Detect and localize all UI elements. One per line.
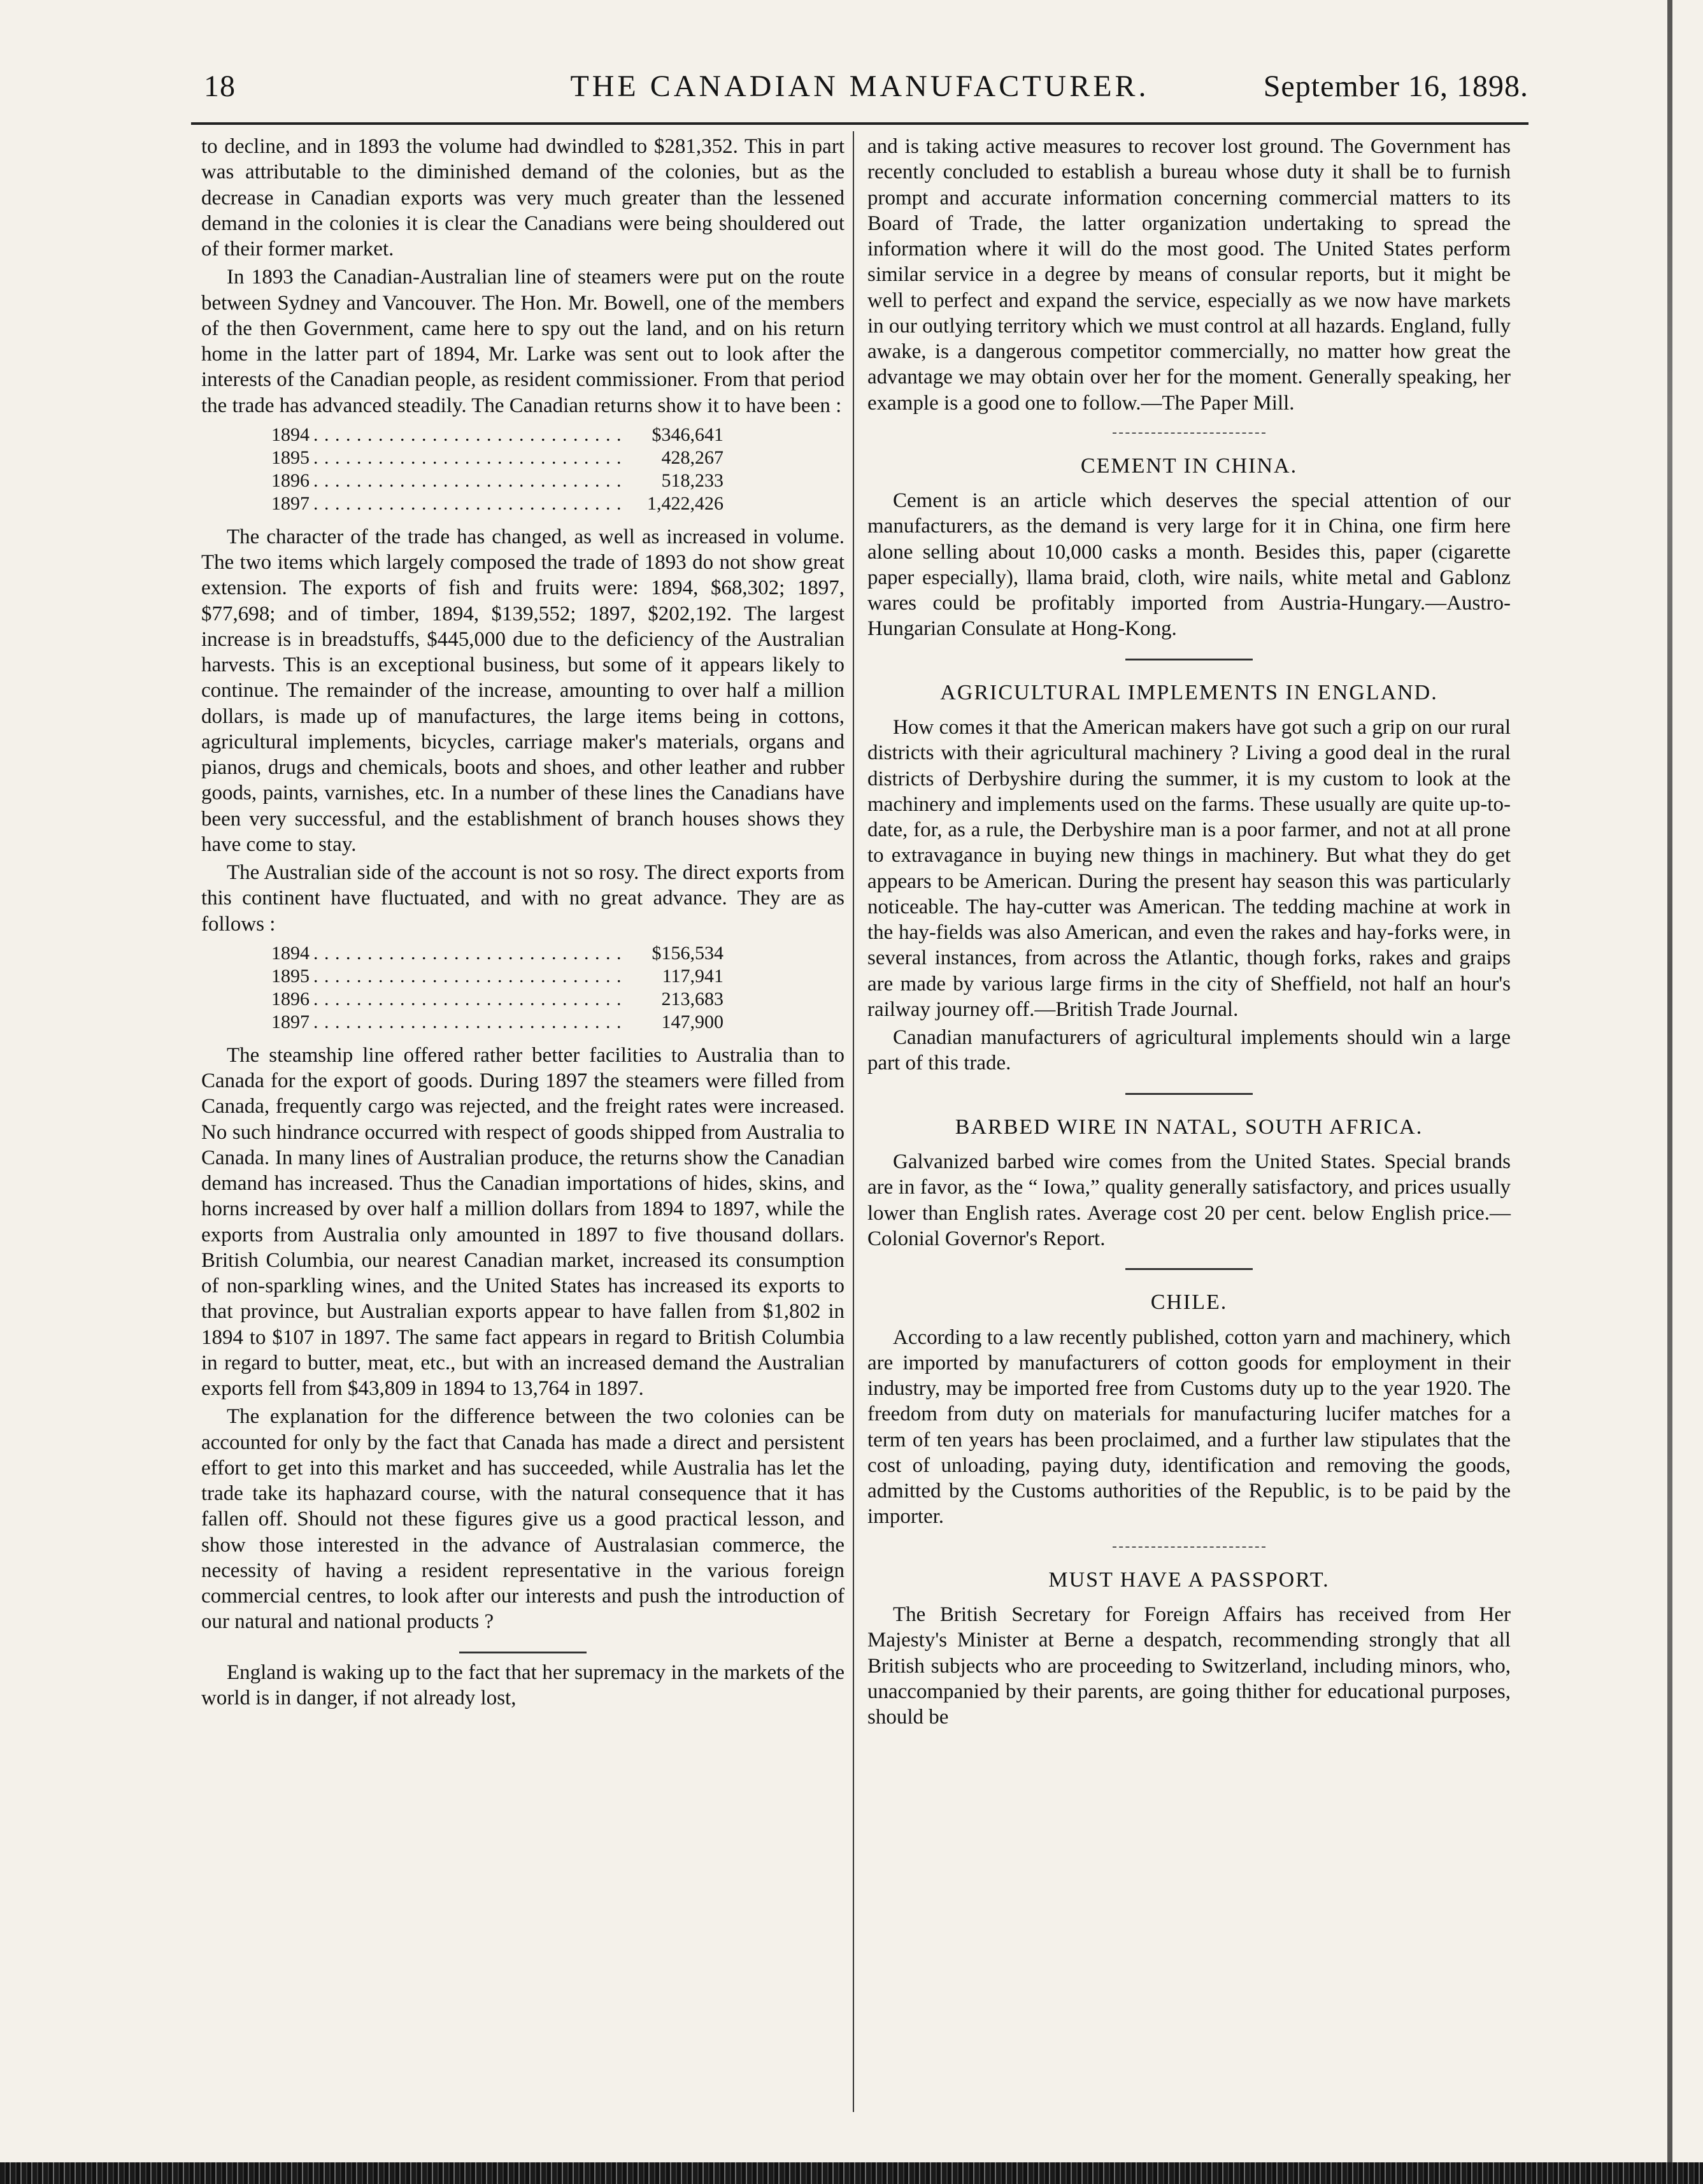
column-divider (853, 131, 854, 2112)
section-rule (1125, 1268, 1253, 1270)
year-cell: 1895 (271, 446, 310, 468)
paragraph: Cement is an article which deserves the special attention of our manufacturers, as the demand is very large for it in China, one firm here alone selling about 10,000 casks a month. Besides this, paper (cigarette paper especially), llama braid, cloth, wire nails, white metal and Gablonz wares could be profitably imported from Austria-Hungary.—Austro-Hungarian Consulate at Hong-Kong. (867, 489, 1511, 641)
paragraph: The character of the trade has changed, as well as increased in volume. The two items which largely composed the trade of 1893 do not show great extension. The exports of fish and fruits were: 1894, $68,302; 1897, $77,698; and of timber, 1894, $139,552; 1897, $202,192. The largest increase is in breadstuffs, $445,000 due to the deficiency of the Australian harvests. This is an exceptional business, but some of it appears likely to continue. The remainder of the increase, amounting to over half a million dollars, is made up of manufactures, the large items being in cottons, agricultural implements, bicycles, carriage maker's materials, organs and pianos, drugs and chemicals, boots and shoes, and other leather and rubber goods, paints, varnishes, etc. In a number of these lines the Canadians have been very successful, and the establishment of branch houses shows they have come to stay. (201, 525, 844, 856)
publication-title: THE CANADIAN MANUFACTURER. (570, 69, 1150, 103)
year-cell: 1897 (271, 1011, 310, 1032)
masthead (191, 69, 1528, 113)
year-cell: 1895 (271, 965, 310, 987)
table-row (271, 424, 723, 446)
headline-agricultural-implements: AGRICULTURAL IMPLEMENTS IN ENGLAND. (940, 680, 1438, 704)
paragraph: The British Secretary for Foreign Affairs has received from Her Majesty's Minister at Berne a despatch, recommending strongly that all British subjects who are proceeding to Switzerland, including minors, who, unaccompanied by their parents, are going thither for educational purposes, should be (867, 1603, 1511, 1729)
table-row (271, 965, 723, 988)
paragraph: and is taking active measures to recover lost ground. The Government has recently concluded to establish a bureau whose duty it shall be to furnish prompt and accurate information concerning commercial matters to its Board of Trade, the latter organization undertaking to spread the information where it will do the most good. The United States perform similar service in a degree by means of consular reports, but it might be well to perfect and expand the service, especially as we now have markets in our outlying territory which we must control at all hazards. England, fully awake, is a dangerous competitor commercially, no matter how great the advantage we may obtain over her for the moment. Generally speaking, her example is a good one to follow.—The Paper Mill. (867, 135, 1511, 415)
right-column (867, 134, 1511, 1732)
table-row (271, 988, 723, 1011)
section-rule (1125, 659, 1253, 660)
canadian-returns-table (271, 424, 723, 515)
issue-date: September 16, 1898. (1263, 69, 1528, 103)
paragraph: According to a law recently published, cotton yarn and machinery, which are imported by manufacturers of cotton goods for employment in their industry, may be imported free from Customs duty up to the year 1920. The freedom from duty on materials for manufacturing lucifer matches for a term of ten years has been proclaimed, and a further law stipulates that the cost of unloading, paying duty, identification and removing the goods, admitted by the Customs authorities of the Republic, is to be paid by the importer. (867, 1325, 1511, 1529)
headline-barbed-wire: BARBED WIRE IN NATAL, SOUTH AFRICA. (955, 1115, 1423, 1139)
paragraph: In 1893 the Canadian-Australian line of steamers were put on the route between Sydney and Vancouver. The Hon. Mr. Bowell, one of the members of the then Government, came here to spy out the land, and on his return home in the latter part of 1894, Mr. Larke was sent out to look after the interests of the Canadian people, as resident commissioner. From that period the trade has advanced steadily. The Canadian returns show it to have been : (201, 266, 844, 417)
year-cell: 1897 (271, 492, 310, 514)
paragraph: Galvanized barbed wire comes from the United States. Special brands are in favor, as the “ Iowa,” quality generally satisfactory, and prices usually lower than English rates. Average cost 20 per cent. below English price.—Colonial Governor's Report. (867, 1150, 1511, 1250)
year-cell: 1896 (271, 469, 310, 491)
paragraph: The explanation for the difference between the two colonies can be accounted for only by the fact that Canada has made a direct and persistent effort to get into this market and has succeeded, while Australia has let the trade take its haphazard course, with the natural consequence that it has fallen off. Should not these figures give us a good practical lesson, and show those interested in the advance of Australasian commerce, the necessity of having a resident representative in the various foreign commercial centres, to look after our interests and push the introduction of our natural and national products ? (201, 1405, 844, 1634)
year-cell: 1894 (271, 942, 310, 964)
amount-cell: 117,941 (662, 965, 723, 987)
scan-edge-shadow (1667, 0, 1672, 2162)
amount-cell: $346,641 (652, 424, 723, 445)
header-rule (191, 122, 1528, 125)
headline-chile: CHILE. (1150, 1290, 1228, 1315)
amount-cell: 147,900 (661, 1011, 723, 1032)
amount-cell: 518,233 (661, 469, 723, 491)
table-row (271, 446, 723, 469)
australian-exports-table (271, 942, 723, 1034)
amount-cell: 428,267 (661, 446, 723, 468)
paragraph: England is waking up to the fact that her supremacy in the markets of the world is in danger, if not already lost, (201, 1660, 844, 1709)
section-rule (1125, 1093, 1253, 1095)
paragraph: How comes it that the American makers have got such a grip on our rural districts with their agricultural machinery ? Living a good deal in the rural districts of Derbyshire during the summer, it is my custom to look at the machinery and implements used on the farms. These usually are quite up-to-date, for, as a rule, the Derbyshire man is a poor farmer, and not at all prone to extravagance in buying new things in machinery. But what they do get appears to be American. During the present hay season this was particularly noticeable. The hay-cutter was American. The tedding machine at work in the hay-fields was also American, and even the rakes and hay-forks were, in several instances, from across the Atlantic, though forks, rakes and graips are made by various large firms in the city of Sheffield, not half an hour's railway journey off.—British Trade Journal. (867, 716, 1511, 1021)
year-cell: 1896 (271, 988, 310, 1010)
table-row (271, 469, 723, 492)
amount-cell: 1,422,426 (647, 492, 723, 514)
section-rule (1113, 1546, 1265, 1548)
left-column (201, 134, 844, 1713)
section-rule (459, 1652, 587, 1653)
page-number: 18 (204, 69, 236, 103)
paragraph: to decline, and in 1893 the volume had dwindled to $281,352. This in part was attributable to the diminished demand of the colonies, but as the decrease in Canadian exports was very much greater than the lessened demand in the colonies it is clear the Canadians were being shouldered out of their former market. (201, 135, 844, 261)
table-row (271, 492, 723, 515)
scan-bottom-band (0, 2162, 1703, 2184)
amount-cell: 213,683 (661, 988, 723, 1010)
section-rule (1113, 432, 1265, 434)
table-row (271, 942, 723, 965)
paragraph: The Australian side of the account is not so rosy. The direct exports from this continent have fluctuated, and with no great advance. They are as follows : (201, 861, 844, 936)
table-row (271, 1011, 723, 1034)
headline-cement-in-china: CEMENT IN CHINA. (1080, 453, 1298, 478)
year-cell: 1894 (271, 424, 310, 445)
paragraph: Canadian manufacturers of agricultural implements should win a large part of this trade. (867, 1026, 1511, 1075)
paragraph: The steamship line offered rather better facilities to Australia than to Canada for the export of goods. During 1897 the steamers were filled from Canada, frequently cargo was rejected, and the freight rates were increased. No such hindrance occurred with respect of goods shipped from Australia to Canada. In many lines of Australian produce, the returns show the Canadian demand has increased. Thus the Canadian importations of hides, skins, and horns increased by over half a million dollars from 1894 to 1897, while the exports from Australia only amounted in 1897 to five thousand dollars. British Columbia, our nearest Canadian market, increased its consumption of non-sparkling wines, and the United States has increased its exports to that province, but Australian exports appear to have fallen from $1,802 in 1894 to $107 in 1897. The same fact appears in regard to British Columbia in regard to butter, meat, etc., but with an increased demand the Australian exports fell from $43,809 in 1894 to 13,764 in 1897. (201, 1043, 844, 1400)
amount-cell: $156,534 (652, 942, 723, 964)
headline-must-have-a-passport: MUST HAVE A PASSPORT. (1048, 1567, 1330, 1592)
